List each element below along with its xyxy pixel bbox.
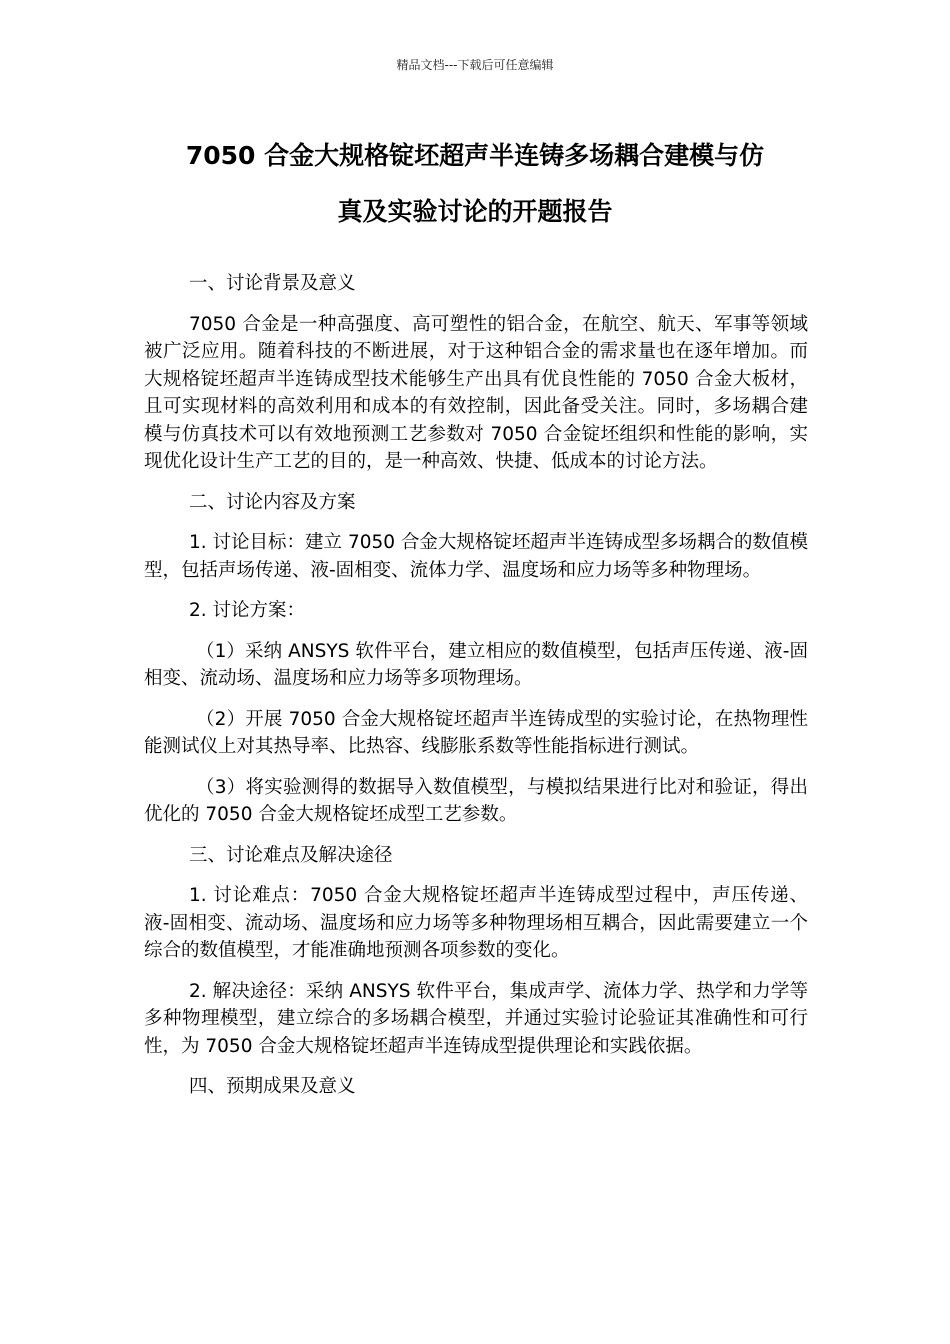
section-heading-content: 二、讨论内容及方案 bbox=[189, 491, 356, 513]
plan-item-2: （2）开展 7050 合金大规格锭坯超声半连铸成型的实验讨论，在热物理性能测试仪上对其热导率、比热容、线膨胀系数等性能指标进行测试。 bbox=[144, 708, 808, 757]
document-title-line-2: 真及实验讨论的开题报告 bbox=[337, 197, 613, 226]
document-body bbox=[144, 270, 808, 1114]
section-heading-difficulties: 三、讨论难点及解决途径 bbox=[189, 844, 393, 866]
paragraph-solution: 2. 解决途径：采纳 ANSYS 软件平台，集成声学、流体力学、热学和力学等多种物理模型，建立综合的多场耦合模型，并通过实验讨论验证其准确性和可行性，为 7050 合金大规格锭坯超声半连铸成型提供理论和实践依据。 bbox=[144, 980, 808, 1057]
document-title-line-1: 7050 合金大规格锭坯超声半连铸多场耦合建模与仿 bbox=[185, 141, 765, 170]
page-header-note: 精品文档---下载后可任意编辑 bbox=[396, 58, 554, 72]
paragraph-background: 7050 合金是一种高强度、高可塑性的铝合金，在航空、航天、军事等领域被广泛应用。随着科技的不断进展，对于这种铝合金的需求量也在逐年增加。而大规格锭坯超声半连铸成型技术能够生产出具有优良性能的 7050 合金大板材，且可实现材料的高效利用和成本的有效控制，因此备受关注。同时，多场耦合建模与仿真技术可以有效地预测工艺参数对 7050 合金锭坯组织和性能的影响，实现优化设计生产工艺的目的，是一种高效、快捷、低成本的讨论方法。 bbox=[144, 313, 808, 472]
paragraph-difficulty: 1. 讨论难点：7050 合金大规格锭坯超声半连铸成型过程中，声压传递、液-固相变、流动场、温度场和应力场等多种物理场相互耦合，因此需要建立一个综合的数值模型，才能准确地预测各项参数的变化。 bbox=[144, 885, 808, 961]
plan-item-1: （1）采纳 ANSYS 软件平台，建立相应的数值模型，包括声压传递、液-固相变、流动场、温度场和应力场等多项物理场。 bbox=[144, 640, 808, 689]
section-heading-background: 一、讨论背景及意义 bbox=[189, 273, 356, 294]
paragraph-research-plan: 2. 讨论方案： bbox=[189, 600, 306, 621]
plan-item-3: （3）将实验测得的数据导入数值模型，与模拟结果进行比对和验证，得出优化的 7050 合金大规格锭坯成型工艺参数。 bbox=[144, 776, 808, 825]
section-heading-outcomes: 四、预期成果及意义 bbox=[189, 1076, 356, 1097]
paragraph-research-goal: 1. 讨论目标：建立 7050 合金大规格锭坯超声半连铸成型多场耦合的数值模型，包括声场传递、液-固相变、流体力学、温度场和应力场等多种物理场。 bbox=[144, 532, 808, 581]
